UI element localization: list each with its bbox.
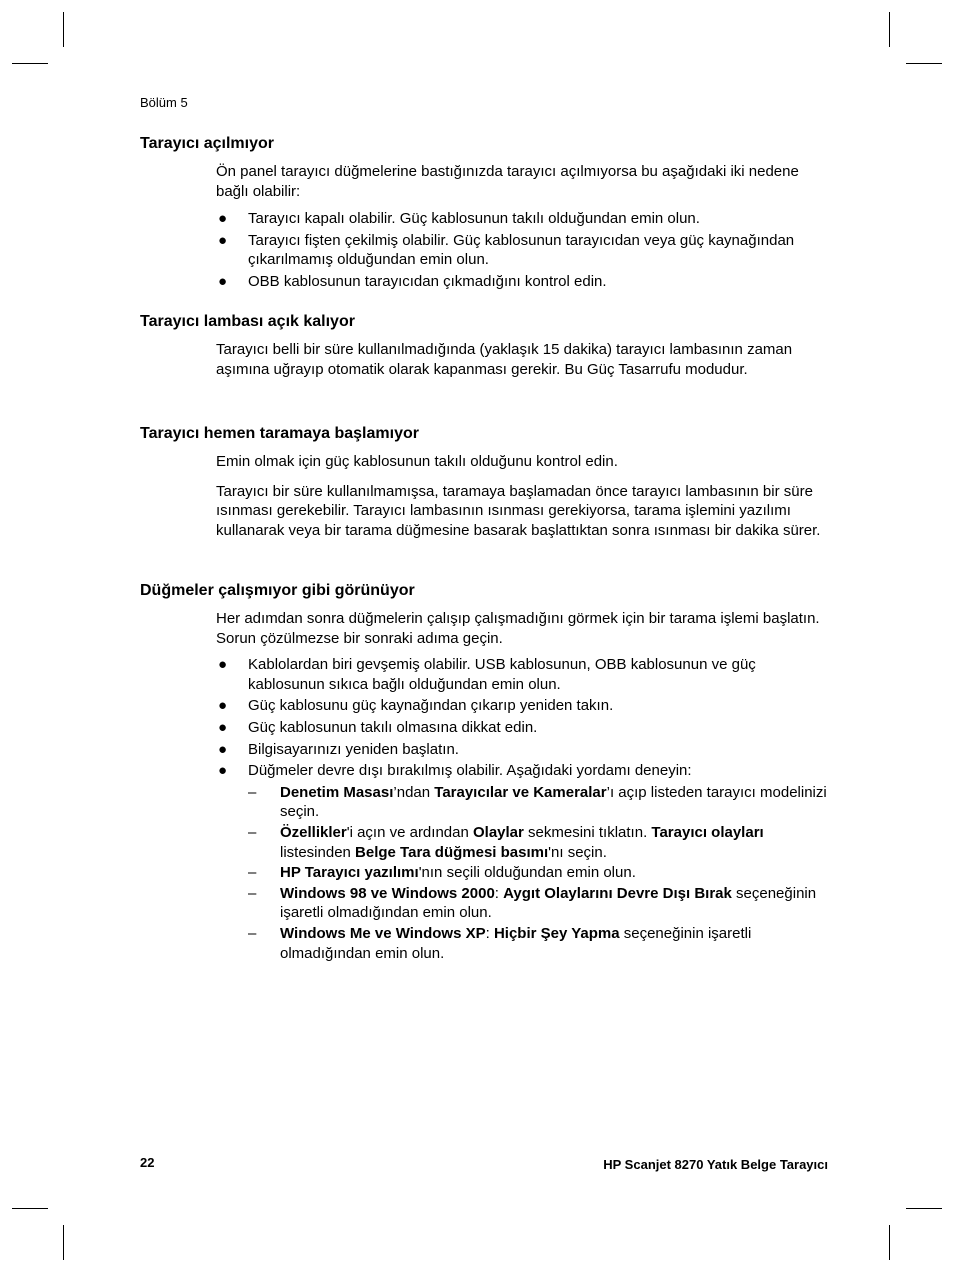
- crop-mark: [906, 1208, 942, 1209]
- dash-icon: –: [248, 783, 257, 801]
- chapter-label: Bölüm 5: [140, 95, 188, 110]
- list-item: – Özellikler'i açın ve ardından Olaylar sekmesini tıklatın. Tarayıcı olayları listesinden Belge Tara düğmesi basımı'nı seçin.: [248, 823, 764, 861]
- section-title: Düğmeler çalışmıyor gibi görünüyor: [140, 582, 415, 599]
- product-name: HP Scanjet 8270 Yatık Belge Tarayıcı: [603, 1157, 828, 1172]
- bullet-icon: ●: [218, 762, 228, 780]
- crop-mark: [889, 1225, 890, 1260]
- list-item: – HP Tarayıcı yazılımı'nın seçili olduğundan emin olun.: [248, 864, 636, 882]
- bullet-list: [216, 655, 830, 963]
- list-item: – Windows Me ve Windows XP: Hiçbir Şey Yapma seçeneğinin işaretli olmadığından emin olun.: [248, 924, 752, 962]
- section-buttons-not-working: [140, 581, 830, 963]
- list-item: ● Güç kablosunun takılı olmasına dikkat edin.: [218, 718, 538, 736]
- paragraph: Tarayıcı belli bir süre kullanılmadığında (yaklaşık 15 dakika) tarayıcı lambasının zaman aşımına uğrayıp otomatik olarak kapanması gerekir. Bu Güç Tasarrufu modudur.: [216, 341, 793, 378]
- list-item: – Denetim Masası’ndan Tarayıcılar ve Kameralar’ı açıp listeden tarayıcı modelinizi seçin.: [248, 783, 827, 821]
- paragraph: Her adımdan sonra düğmelerin çalışıp çalışmadığını görmek için bir tarama işlemi başlatın. Sorun çözülmezse bir sonraki adıma geçin.: [216, 610, 820, 647]
- section-body: [216, 340, 830, 379]
- crop-mark: [63, 12, 64, 47]
- list-item: – Windows 98 ve Windows 2000: Aygıt Olaylarını Devre Dışı Bırak seçeneğinin işaretli olmadığından emin olun.: [248, 884, 817, 922]
- crop-mark: [889, 12, 890, 47]
- list-item: ● Bilgisayarınızı yeniden başlatın.: [218, 740, 459, 758]
- section-body: [216, 452, 830, 540]
- crop-mark: [63, 1225, 64, 1260]
- section-scan-not-starting: [140, 424, 830, 540]
- section-title: Tarayıcı hemen taramaya başlamıyor: [140, 425, 419, 442]
- paragraph: Ön panel tarayıcı düğmelerine bastığınızda tarayıcı açılmıyorsa bu aşağıdaki iki nedene bağlı olabilir:: [216, 163, 799, 200]
- page-number: 22: [140, 1155, 155, 1170]
- list-item: ● Tarayıcı kapalı olabilir. Güç kablosunun takılı olduğundan emin olun.: [218, 210, 700, 228]
- bullet-icon: ●: [218, 210, 228, 228]
- paragraph: Emin olmak için güç kablosunun takılı olduğunu kontrol edin.: [216, 453, 618, 470]
- bullet-icon: ●: [218, 656, 228, 674]
- list-item: ● Kablolardan biri gevşemiş olabilir. USB kablosunun, OBB kablosunun ve güç kablosunun sıkıca bağlı olduğundan emin olun.: [218, 656, 756, 693]
- list-item: ● Tarayıcı fişten çekilmiş olabilir. Güç kablosunun tarayıcıdan veya güç kaynağından çıkarılmamış olduğundan emin olun.: [218, 231, 795, 269]
- dash-icon: –: [248, 823, 257, 841]
- list-item: ● OBB kablosunun tarayıcıdan çıkmadığını kontrol edin.: [218, 272, 607, 290]
- crop-mark: [12, 1208, 48, 1209]
- paragraph: Tarayıcı bir süre kullanılmamışsa, taramaya başlamadan önce tarayıcı lambasının bir süre ısınması gerekebilir. Tarayıcı lambasının ısınması gerekiyorsa, tarama işlemini yazılımı kullanarak veya bir tarama düğmesine basarak başlattıktan sonra ısınması bir dakika sürer.: [216, 482, 821, 539]
- section-body: [216, 162, 830, 292]
- dash-icon: –: [248, 924, 257, 942]
- section-lamp-stays-on: [140, 312, 830, 379]
- section-scanner-not-turning-on: [140, 134, 830, 292]
- bullet-icon: ●: [218, 697, 228, 715]
- dash-icon: –: [248, 864, 257, 882]
- crop-mark: [906, 63, 942, 64]
- crop-mark: [12, 63, 48, 64]
- bullet-icon: ●: [218, 740, 228, 758]
- bullet-list: [216, 209, 830, 291]
- list-item: ● Güç kablosunu güç kaynağından çıkarıp yeniden takın.: [218, 697, 614, 715]
- dash-icon: –: [248, 884, 257, 902]
- section-title: Tarayıcı açılmıyor: [140, 135, 274, 152]
- list-item: ● Düğmeler devre dışı bırakılmış olabilir. Aşağıdaki yordamı deneyin: – Denetim Masası’ndan Tarayıcılar ve Kameralar’ı açıp listeden tarayıcı modelinizi seçin. – Özellikler'i açın ve ardından Olaylar sekmesini tıklatın. Tarayıcı olayları listesinden Belge Tara düğmesi basımı'nı seçin. – HP Tarayıcı yazılımı'nın seçili olduğundan emin olun. – Windows 98 ve Windows 2000: Aygıt Olaylarını Devre Dışı Bırak seçeneğinin işaretli olmadığından emin olun. – Windows Me ve Windows XP: Hiçbir Şey Yapma seçeneğinin işaretli olmadığından emin olun.: [216, 761, 830, 963]
- section-title: Tarayıcı lambası açık kalıyor: [140, 313, 355, 330]
- section-body: [216, 609, 830, 963]
- bullet-icon: ●: [218, 718, 228, 736]
- bullet-icon: ●: [218, 231, 228, 249]
- bullet-icon: ●: [218, 272, 228, 290]
- dash-list: [248, 783, 830, 963]
